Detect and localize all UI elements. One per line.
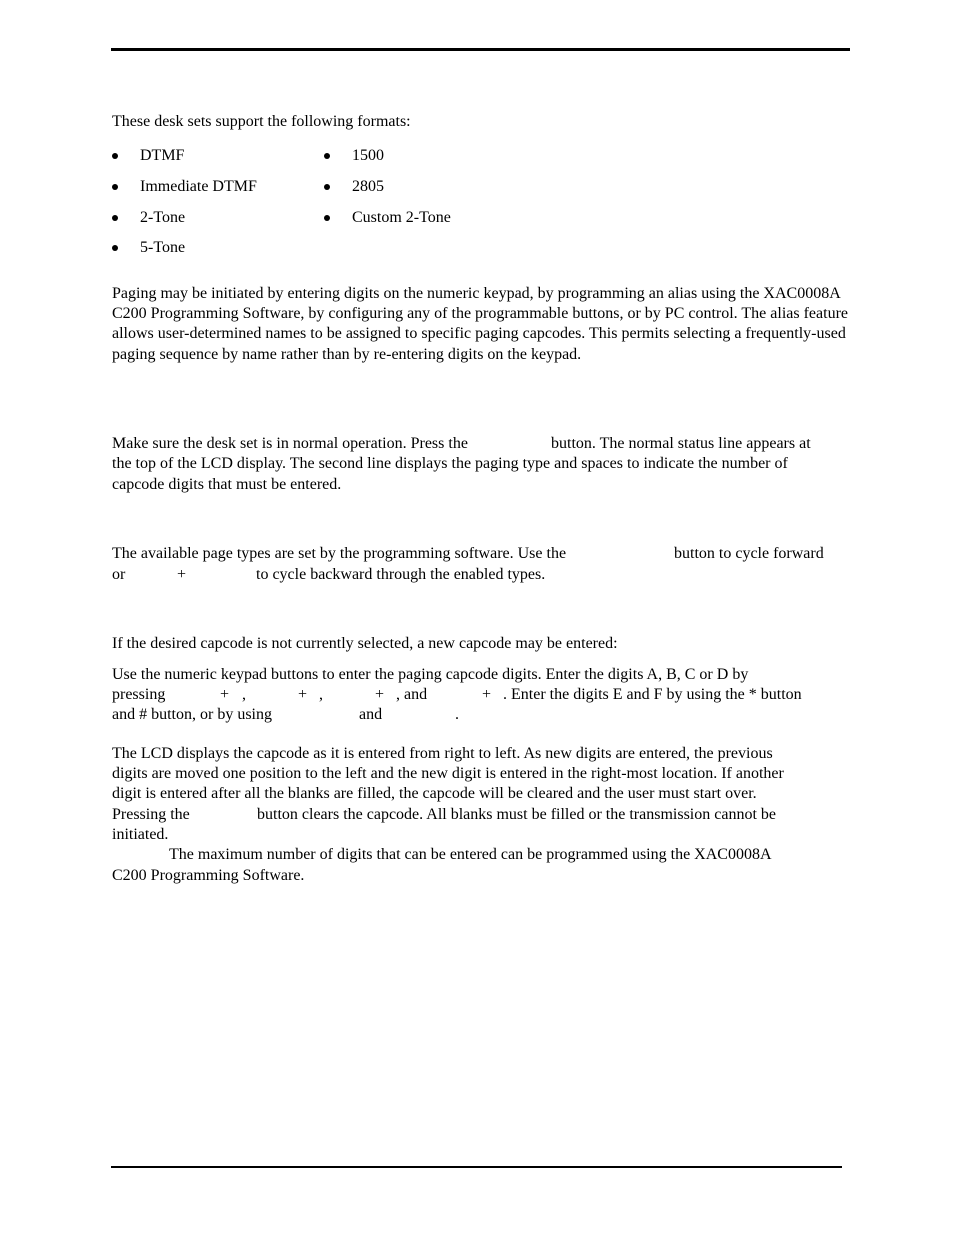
bullet-icon	[112, 153, 118, 159]
keypad-line-2a: pressing	[112, 686, 166, 703]
bullet-icon	[112, 245, 118, 251]
keypad-line-3a: and # button, or by using	[112, 706, 272, 723]
keypad-plus-1: +	[220, 686, 230, 703]
keypad-plus-3: +	[375, 686, 385, 703]
page-types-line-1b: button to cycle forward	[674, 545, 824, 562]
keypad-plus-4: +	[482, 686, 492, 703]
footer-rule	[111, 1166, 842, 1168]
lcd-note-line-1: The maximum number of digits that can be entered can be programmed using the XAC0008A	[169, 846, 772, 863]
normal-op-line-1a: Make sure the desk set is in normal operation. Press the	[112, 435, 468, 452]
keypad-line-1: Use the numeric keypad buttons to enter the paging capcode digits. Enter the digits A, B, C or D by	[112, 666, 749, 683]
lcd-line-3: digit is entered after all the blanks are filled, the capcode will be cleared and the user must start over.	[112, 785, 757, 802]
bullet-icon	[112, 215, 118, 221]
bullet-icon	[324, 184, 330, 190]
page-types-line-2c: to cycle backward through the enabled types.	[256, 566, 546, 583]
keypad-line-3c: .	[455, 706, 459, 723]
lcd-note-line-2: C200 Programming Software.	[112, 867, 305, 884]
normal-op-line-2: the top of the LCD display. The second line displays the paging type and spaces to indicate the number of	[112, 455, 788, 472]
normal-op-line-3: capcode digits that must be entered.	[112, 476, 342, 493]
bullet-icon	[324, 215, 330, 221]
keypad-and: , and	[396, 686, 428, 703]
keypad-comma-1: ,	[242, 686, 246, 703]
bullet-icon	[112, 184, 118, 190]
page-types-line-2a: or	[112, 566, 126, 583]
intro-text: These desk sets support the following formats:	[112, 113, 411, 130]
page-types-line-1a: The available page types are set by the programming software. Use the	[112, 545, 567, 562]
lcd-line-4b: button clears the capcode. All blanks must be filled or the transmission cannot be	[257, 806, 776, 823]
paging-paragraph: Paging may be initiated by entering digits on the numeric keypad, by programming an alias using the XAC0008A C200 Programming Software, by configuring any of the programmable buttons, or by PC control. The alias feature allows user-determined names to be assigned to specific paging capcodes. This permits selecting a frequently-used paging sequence by name rather than by re-entering digits on the keypad.	[112, 285, 848, 363]
keypad-plus-2: +	[298, 686, 308, 703]
capcode-intro: If the desired capcode is not currently selected, a new capcode may be entered:	[112, 635, 618, 652]
keypad-line-3b: and	[359, 706, 383, 723]
header-rule	[111, 48, 850, 51]
keypad-line-2-end: . Enter the digits E and F by using the * button	[503, 686, 802, 703]
bullet-icon	[324, 153, 330, 159]
lcd-line-2: digits are moved one position to the left and the new digit is entered in the right-most location. If another	[112, 765, 784, 782]
lcd-line-4a: Pressing the	[112, 806, 190, 823]
page-types-plus: +	[177, 566, 187, 583]
keypad-comma-2: ,	[319, 686, 323, 703]
lcd-line-1: The LCD displays the capcode as it is entered from right to left. As new digits are entered, the previous	[112, 745, 773, 762]
lcd-line-5: initiated.	[112, 826, 169, 843]
normal-op-line-1b: button. The normal status line appears at	[551, 435, 811, 452]
